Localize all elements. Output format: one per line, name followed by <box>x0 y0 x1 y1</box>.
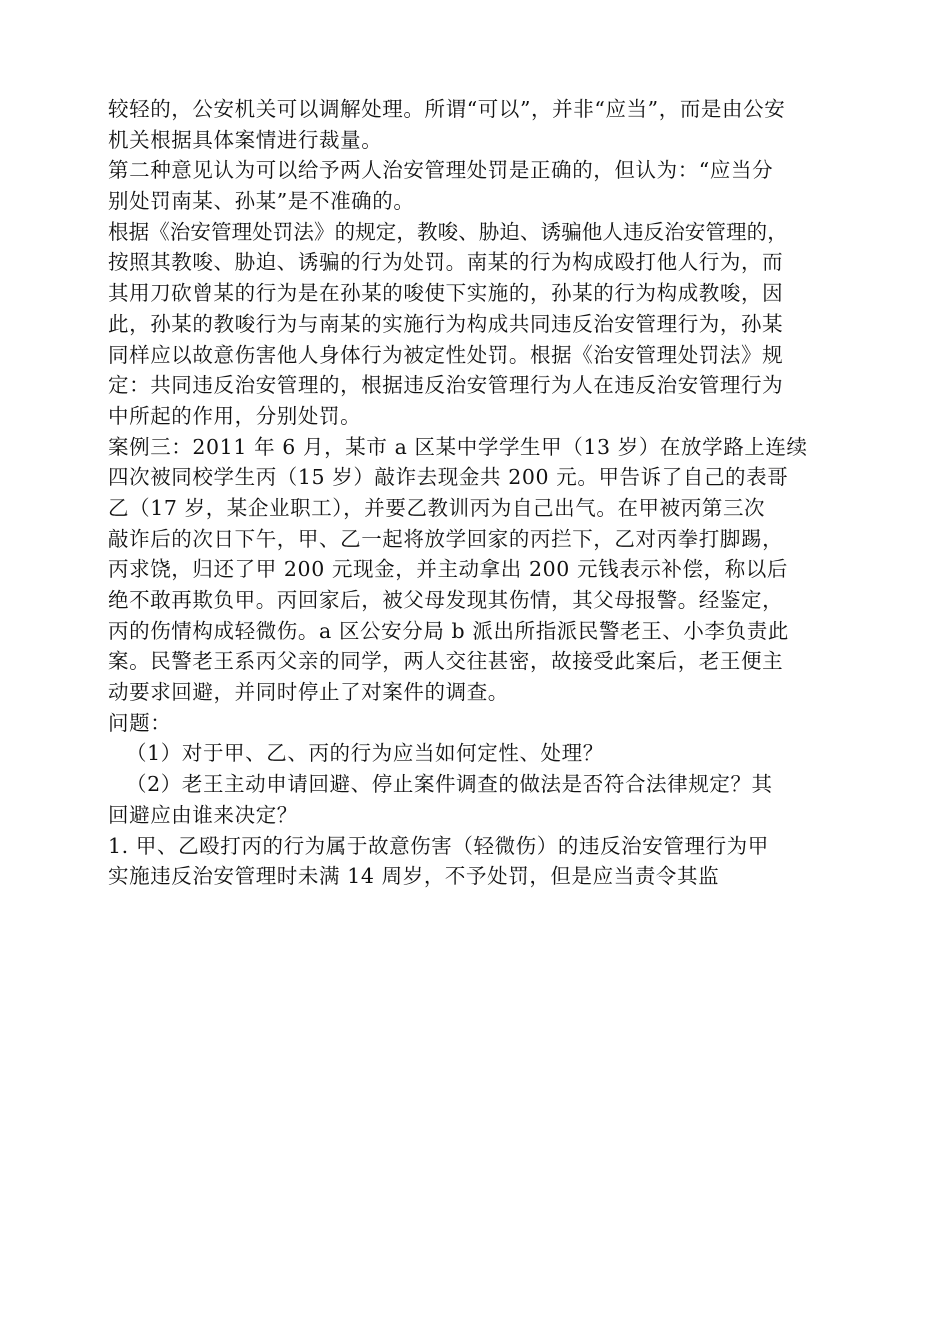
text-line: 同样应以故意伤害他人身体行为被定性处罚。根据《治安管理处罚法》规 <box>108 342 784 367</box>
text-line: 按照其教唆、胁迫、诱骗的行为处罚。南某的行为构成殴打他人行为，而 <box>108 250 784 275</box>
answer-line: 1. 甲、乙殴打丙的行为属于故意伤害（轻微伤）的违反治安管理行为甲 <box>108 833 769 858</box>
text-line: 绝不敢再欺负甲。丙回家后，被父母发现其伤情，其父母报警。经鉴定， <box>108 588 784 612</box>
document-body <box>108 94 898 892</box>
text-line: 案。民警老王系丙父亲的同学，两人交往甚密，故接受此案后，老王便主 <box>108 649 784 674</box>
answer-line: 实施违反治安管理时未满 14 周岁，不予处罚，但是应当责令其监 <box>108 864 720 889</box>
text-line: 定：共同违反治安管理的，根据违反治安管理行为人在违反治安管理行为 <box>108 373 784 398</box>
text-line: 乙（17 岁，某企业职工），并要乙教训丙为自己出气。在甲被丙第三次 <box>108 495 766 520</box>
text-line: 中所起的作用，分别处罚。 <box>108 403 362 428</box>
text-line: 四次被同校学生丙（15 岁）敲诈去现金共 200 元。甲告诉了自己的表哥 <box>108 465 789 490</box>
text-line: 此，孙某的教唆行为与南某的实施行为构成共同违反治安管理行为，孙某 <box>108 311 784 336</box>
text-line: 案例三：2011 年 6 月，某市 a 区某中学学生甲（13 岁）在放学路上连续 <box>108 434 808 459</box>
text-line: 别处罚南某、孙某”是不准确的。 <box>108 189 415 214</box>
text-line: 丙的伤情构成轻微伤。a 区公安分局 b 派出所指派民警老王、小李负责此 <box>108 618 789 643</box>
text-line: 问题： <box>108 710 172 735</box>
text-line: 机关根据具体案情进行裁量。 <box>108 127 383 152</box>
text-line: 丙求饶，归还了甲 200 元现金，并主动拿出 200 元钱表示补偿，称以后 <box>108 557 789 582</box>
question-line: （2）老王主动申请回避、停止案件调查的做法是否符合法律规定？其 <box>126 772 773 797</box>
text-line: 根据《治安管理处罚法》的规定，教唆、胁迫、诱骗他人违反治安管理的， <box>108 219 788 244</box>
text-line: 其用刀砍曾某的行为是在孙某的唆使下实施的，孙某的行为构成教唆，因 <box>108 281 784 306</box>
text-line: 敲诈后的次日下午，甲、乙一起将放学回家的丙拦下，乙对丙拳打脚踢， <box>108 526 784 551</box>
text-line: 动要求回避，并同时停止了对案件的调查。 <box>108 680 509 705</box>
question-line: （1）对于甲、乙、丙的行为应当如何定性、处理？ <box>126 741 604 766</box>
text-line: 较轻的，公安机关可以调解处理。所谓“可以”，并非“应当”，而是由公安 <box>108 97 786 121</box>
question-line: 回避应由谁来决定？ <box>108 802 298 827</box>
text-line: 第二种意见认为可以给予两人治安管理处罚是正确的，但认为：“应当分 <box>108 158 774 183</box>
